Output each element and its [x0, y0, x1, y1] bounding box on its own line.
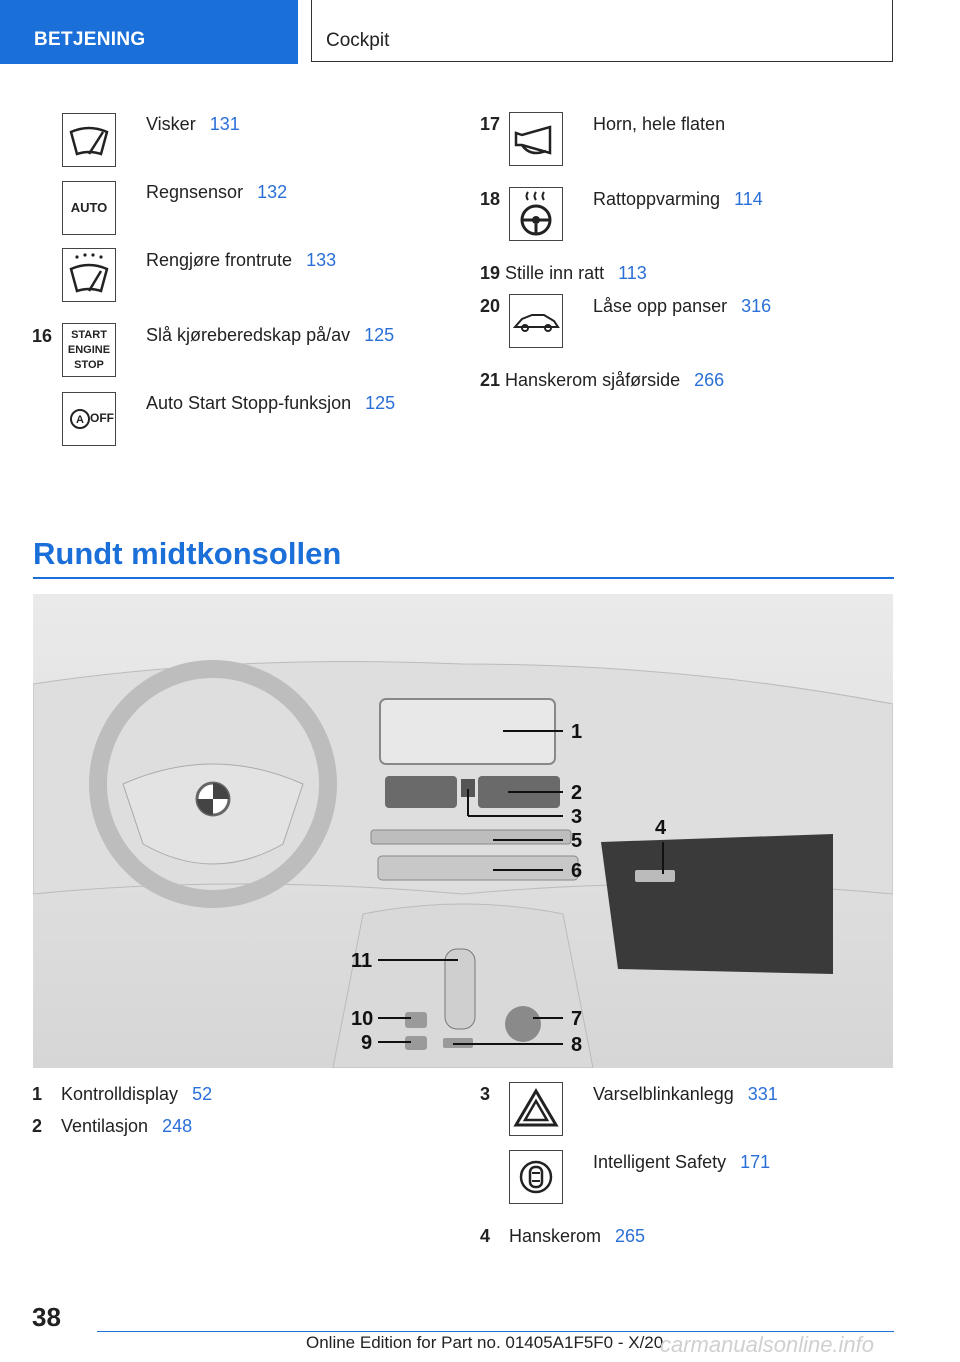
list-item: Slå kjøreberedskap på/av 125: [146, 325, 395, 345]
page-ref-link[interactable]: 266: [694, 370, 725, 390]
callout-2: 2: [571, 782, 583, 804]
callout-6: 6: [571, 860, 583, 882]
svg-text:A: A: [76, 414, 84, 426]
hood-icon: [509, 294, 563, 348]
hazard-warning-icon: [509, 1082, 563, 1136]
callout-5: 5: [571, 830, 583, 852]
item-number: 2: [32, 1116, 43, 1136]
page-ref-link[interactable]: 316: [741, 296, 772, 316]
callout-10: 10: [351, 1008, 374, 1030]
list-item: Varselblinkanlegg 331: [593, 1084, 778, 1104]
auto-start-stop-off-icon: A OFF: [62, 392, 116, 446]
page-ref-link[interactable]: 265: [615, 1226, 646, 1246]
cockpit-illustration: [33, 594, 893, 1068]
section-divider: [33, 577, 894, 579]
callout-3: 3: [571, 806, 583, 828]
page-ref-link[interactable]: 113: [618, 263, 647, 283]
section-tab: [0, 0, 298, 64]
callout-7: 7: [571, 1008, 583, 1030]
item-number: 4: [480, 1226, 491, 1246]
page-ref-link[interactable]: 52: [192, 1084, 213, 1104]
page-ref-link[interactable]: 133: [306, 250, 337, 270]
list-item: Hanskerom 265: [509, 1226, 646, 1246]
item-number: 16: [32, 326, 53, 346]
list-item: Visker 131: [146, 114, 240, 134]
list-item: 19 Stille inn ratt 113: [480, 263, 647, 283]
watermark: carmanualsonline.info: [660, 1332, 875, 1357]
list-item: 21 Hanskerom sjåførside 266: [480, 370, 725, 390]
item-number: 1: [32, 1084, 43, 1104]
intelligent-safety-icon: [509, 1150, 563, 1204]
callout-11: 11: [351, 950, 373, 972]
steering-wheel-heating-icon: [509, 187, 563, 241]
auto-icon: AUTO: [62, 181, 116, 235]
chapter-tab: [311, 0, 893, 62]
callout-1: 1: [571, 721, 583, 743]
item-number: 20: [480, 296, 501, 316]
horn-icon: [509, 112, 563, 166]
page-ref-link[interactable]: 132: [257, 182, 288, 202]
callout-9: 9: [361, 1032, 373, 1054]
item-number: 18: [480, 189, 501, 209]
page-ref-link[interactable]: 114: [734, 189, 763, 209]
list-item: Låse opp panser 316: [593, 296, 772, 316]
chapter-label: Cockpit: [326, 30, 390, 51]
callout-8: 8: [571, 1034, 583, 1056]
page-ref-link[interactable]: 125: [364, 325, 395, 345]
footer-edition-text: Online Edition for Part no. 01405A1F5F0 - X/20: [306, 1333, 664, 1352]
start-engine-stop-icon: START ENGINE STOP: [62, 323, 116, 377]
page-ref-link[interactable]: 248: [162, 1116, 193, 1136]
page-number: 38: [32, 1302, 61, 1332]
list-item: Horn, hele flaten: [593, 114, 726, 134]
item-number: 17: [480, 114, 501, 134]
list-item: Ventilasjon 248: [61, 1116, 193, 1136]
item-number: 3: [480, 1084, 491, 1104]
list-item: Intelligent Safety 171: [593, 1152, 771, 1172]
list-item: Kontrolldisplay 52: [61, 1084, 213, 1104]
section-label: BETJENING: [34, 29, 146, 50]
list-item: Rengjøre frontrute 133: [146, 250, 337, 270]
callout-4: 4: [655, 817, 667, 839]
page-ref-link[interactable]: 331: [747, 1084, 778, 1104]
section-heading: Rundt midtkonsollen: [33, 536, 342, 571]
page-ref-link[interactable]: 125: [365, 393, 396, 413]
windshield-washer-icon: [62, 248, 116, 302]
list-item: Rattoppvarming 114: [593, 189, 763, 209]
list-item: Auto Start Stopp-funksjon 125: [146, 393, 396, 413]
wiper-icon: [62, 113, 116, 167]
list-item: Regnsensor 132: [146, 182, 288, 202]
page-ref-link[interactable]: 171: [740, 1152, 771, 1172]
page-ref-link[interactable]: 131: [209, 114, 240, 134]
